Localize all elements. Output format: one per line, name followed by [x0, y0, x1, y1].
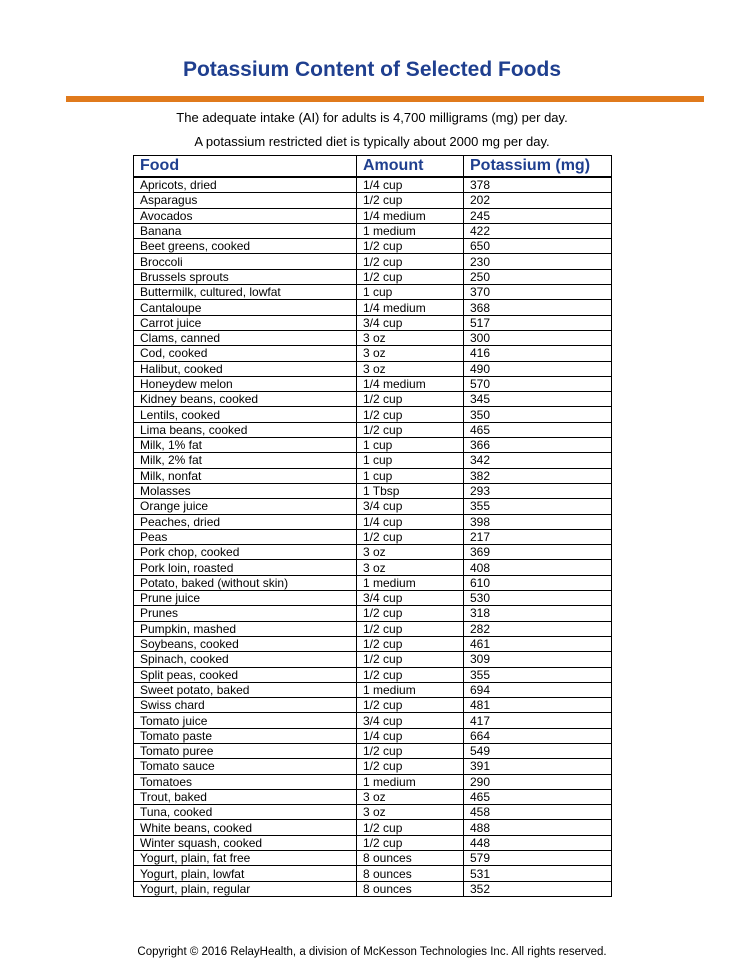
food-cell: Yogurt, plain, regular — [134, 881, 357, 896]
food-cell: Lentils, cooked — [134, 407, 357, 422]
potassium-cell: 290 — [464, 774, 612, 789]
amount-cell: 1/4 medium — [357, 208, 464, 223]
potassium-cell: 465 — [464, 789, 612, 804]
food-cell: Cod, cooked — [134, 346, 357, 361]
table-row — [134, 759, 612, 774]
amount-cell: 3 oz — [357, 346, 464, 361]
table-row — [134, 866, 612, 881]
amount-cell: 3/4 cup — [357, 315, 464, 330]
amount-cell: 1/2 cup — [357, 667, 464, 682]
food-cell: Peaches, dried — [134, 514, 357, 529]
column-header-food: Food — [134, 156, 357, 178]
food-cell: Orange juice — [134, 499, 357, 514]
potassium-cell: 366 — [464, 438, 612, 453]
food-cell: Milk, 2% fat — [134, 453, 357, 468]
potassium-cell: 345 — [464, 392, 612, 407]
amount-cell: 1/2 cup — [357, 743, 464, 758]
food-cell: Tomato puree — [134, 743, 357, 758]
food-cell: White beans, cooked — [134, 820, 357, 835]
food-cell: Buttermilk, cultured, lowfat — [134, 285, 357, 300]
potassium-cell: 461 — [464, 636, 612, 651]
table-row — [134, 422, 612, 437]
table-row — [134, 483, 612, 498]
amount-cell: 1/2 cup — [357, 759, 464, 774]
food-cell: Tuna, cooked — [134, 805, 357, 820]
food-cell: Pork chop, cooked — [134, 545, 357, 560]
table-row — [134, 346, 612, 361]
food-cell: Yogurt, plain, fat free — [134, 851, 357, 866]
amount-cell: 1/2 cup — [357, 636, 464, 651]
amount-cell: 1/2 cup — [357, 269, 464, 284]
potassium-cell: 355 — [464, 499, 612, 514]
amount-cell: 8 ounces — [357, 851, 464, 866]
amount-cell: 3 oz — [357, 560, 464, 575]
amount-cell: 1/2 cup — [357, 820, 464, 835]
food-cell: Swiss chard — [134, 698, 357, 713]
potassium-cell: 664 — [464, 728, 612, 743]
amount-cell: 1/2 cup — [357, 254, 464, 269]
potassium-cell: 370 — [464, 285, 612, 300]
food-cell: Yogurt, plain, lowfat — [134, 866, 357, 881]
amount-cell: 1/2 cup — [357, 529, 464, 544]
table-row — [134, 223, 612, 238]
amount-cell: 1 medium — [357, 774, 464, 789]
food-cell: Tomato sauce — [134, 759, 357, 774]
food-cell: Apricots, dried — [134, 177, 357, 193]
potassium-cell: 309 — [464, 652, 612, 667]
table-row — [134, 254, 612, 269]
potassium-cell: 342 — [464, 453, 612, 468]
table-row — [134, 300, 612, 315]
table-row — [134, 743, 612, 758]
amount-cell: 1/4 cup — [357, 177, 464, 193]
food-cell: Broccoli — [134, 254, 357, 269]
food-cell: Pork loin, roasted — [134, 560, 357, 575]
table-row — [134, 652, 612, 667]
potassium-cell: 217 — [464, 529, 612, 544]
food-cell: Pumpkin, mashed — [134, 621, 357, 636]
potassium-cell: 694 — [464, 682, 612, 697]
potassium-cell: 391 — [464, 759, 612, 774]
potassium-cell: 282 — [464, 621, 612, 636]
amount-cell: 3/4 cup — [357, 591, 464, 606]
amount-cell: 1 cup — [357, 468, 464, 483]
table-row — [134, 269, 612, 284]
food-cell: Split peas, cooked — [134, 667, 357, 682]
table-row — [134, 820, 612, 835]
potassium-cell: 369 — [464, 545, 612, 560]
table-row — [134, 636, 612, 651]
table-row — [134, 514, 612, 529]
food-cell: Tomatoes — [134, 774, 357, 789]
amount-cell: 1/2 cup — [357, 422, 464, 437]
food-cell: Clams, canned — [134, 330, 357, 345]
amount-cell: 1 cup — [357, 438, 464, 453]
amount-cell: 1/2 cup — [357, 652, 464, 667]
food-cell: Banana — [134, 223, 357, 238]
food-cell: Cantaloupe — [134, 300, 357, 315]
amount-cell: 1/2 cup — [357, 606, 464, 621]
table-row — [134, 499, 612, 514]
amount-cell: 1 cup — [357, 285, 464, 300]
table-row — [134, 468, 612, 483]
potassium-cell: 293 — [464, 483, 612, 498]
potassium-cell: 530 — [464, 591, 612, 606]
page-title: Potassium Content of Selected Foods — [182, 58, 562, 81]
potassium-cell: 416 — [464, 346, 612, 361]
potassium-cell: 570 — [464, 376, 612, 391]
table-row — [134, 208, 612, 223]
table-row — [134, 698, 612, 713]
amount-cell: 8 ounces — [357, 866, 464, 881]
table-row — [134, 438, 612, 453]
potassium-cell: 378 — [464, 177, 612, 193]
table-row — [134, 881, 612, 896]
amount-cell: 1/4 cup — [357, 514, 464, 529]
potassium-cell: 549 — [464, 743, 612, 758]
amount-cell: 3/4 cup — [357, 499, 464, 514]
amount-cell: 1/2 cup — [357, 621, 464, 636]
potassium-cell: 352 — [464, 881, 612, 896]
amount-cell: 3 oz — [357, 330, 464, 345]
intro-adequate-intake: The adequate intake (AI) for adults is 4,700 milligrams (mg) per day. — [176, 110, 568, 125]
amount-cell: 1/2 cup — [357, 392, 464, 407]
table-row — [134, 453, 612, 468]
food-cell: Asparagus — [134, 193, 357, 208]
potassium-cell: 417 — [464, 713, 612, 728]
food-cell: Tomato juice — [134, 713, 357, 728]
table-row — [134, 805, 612, 820]
food-cell: Halibut, cooked — [134, 361, 357, 376]
food-cell: Molasses — [134, 483, 357, 498]
amount-cell: 3 oz — [357, 361, 464, 376]
table-row — [134, 728, 612, 743]
potassium-cell: 481 — [464, 698, 612, 713]
table-row — [134, 361, 612, 376]
table-row — [134, 177, 612, 193]
amount-cell: 1 medium — [357, 223, 464, 238]
amount-cell: 1/4 cup — [357, 728, 464, 743]
amount-cell: 1 medium — [357, 682, 464, 697]
potassium-cell: 300 — [464, 330, 612, 345]
table-row — [134, 239, 612, 254]
potassium-cell: 318 — [464, 606, 612, 621]
table-row — [134, 285, 612, 300]
potassium-cell: 490 — [464, 361, 612, 376]
table-header-row — [134, 156, 612, 178]
amount-cell: 3 oz — [357, 545, 464, 560]
food-cell: Milk, 1% fat — [134, 438, 357, 453]
column-header-potassium: Potassium (mg) — [464, 156, 612, 178]
potassium-cell: 202 — [464, 193, 612, 208]
amount-cell: 1/4 medium — [357, 300, 464, 315]
potassium-cell: 398 — [464, 514, 612, 529]
table-row — [134, 545, 612, 560]
amount-cell: 1/2 cup — [357, 698, 464, 713]
title-divider — [66, 96, 704, 102]
table-row — [134, 667, 612, 682]
table-row — [134, 575, 612, 590]
food-cell: Spinach, cooked — [134, 652, 357, 667]
table-row — [134, 591, 612, 606]
amount-cell: 3 oz — [357, 789, 464, 804]
amount-cell: 1/2 cup — [357, 239, 464, 254]
food-cell: Lima beans, cooked — [134, 422, 357, 437]
potassium-cell: 230 — [464, 254, 612, 269]
table-row — [134, 407, 612, 422]
table-row — [134, 713, 612, 728]
potassium-cell: 458 — [464, 805, 612, 820]
food-cell: Kidney beans, cooked — [134, 392, 357, 407]
potassium-cell: 245 — [464, 208, 612, 223]
food-cell: Avocados — [134, 208, 357, 223]
potassium-cell: 531 — [464, 866, 612, 881]
amount-cell: 1/2 cup — [357, 193, 464, 208]
table-row — [134, 682, 612, 697]
food-cell: Winter squash, cooked — [134, 835, 357, 850]
amount-cell: 8 ounces — [357, 881, 464, 896]
food-cell: Milk, nonfat — [134, 468, 357, 483]
amount-cell: 1 cup — [357, 453, 464, 468]
table-row — [134, 315, 612, 330]
food-cell: Soybeans, cooked — [134, 636, 357, 651]
potassium-cell: 422 — [464, 223, 612, 238]
potassium-cell: 465 — [464, 422, 612, 437]
amount-cell: 1/4 medium — [357, 376, 464, 391]
food-cell: Prunes — [134, 606, 357, 621]
potassium-cell: 579 — [464, 851, 612, 866]
table-row — [134, 774, 612, 789]
amount-cell: 3/4 cup — [357, 713, 464, 728]
potassium-cell: 517 — [464, 315, 612, 330]
potassium-cell: 355 — [464, 667, 612, 682]
potassium-cell: 350 — [464, 407, 612, 422]
intro-restricted-diet: A potassium restricted diet is typically about 2000 mg per day. — [194, 134, 550, 149]
amount-cell: 1/2 cup — [357, 407, 464, 422]
potassium-cell: 610 — [464, 575, 612, 590]
amount-cell: 1 medium — [357, 575, 464, 590]
table-row — [134, 193, 612, 208]
food-cell: Carrot juice — [134, 315, 357, 330]
food-cell: Honeydew melon — [134, 376, 357, 391]
table-row — [134, 392, 612, 407]
potassium-cell: 368 — [464, 300, 612, 315]
food-cell: Prune juice — [134, 591, 357, 606]
table-row — [134, 606, 612, 621]
potassium-cell: 250 — [464, 269, 612, 284]
food-cell: Peas — [134, 529, 357, 544]
table-row — [134, 330, 612, 345]
food-cell: Beet greens, cooked — [134, 239, 357, 254]
potassium-cell: 408 — [464, 560, 612, 575]
table-row — [134, 851, 612, 866]
table-row — [134, 789, 612, 804]
food-cell: Potato, baked (without skin) — [134, 575, 357, 590]
food-cell: Sweet potato, baked — [134, 682, 357, 697]
potassium-table — [133, 155, 612, 897]
table-row — [134, 621, 612, 636]
food-cell: Brussels sprouts — [134, 269, 357, 284]
food-cell: Trout, baked — [134, 789, 357, 804]
table-row — [134, 376, 612, 391]
amount-cell: 1/2 cup — [357, 835, 464, 850]
potassium-cell: 448 — [464, 835, 612, 850]
potassium-cell: 650 — [464, 239, 612, 254]
food-cell: Tomato paste — [134, 728, 357, 743]
table-row — [134, 529, 612, 544]
amount-cell: 1 Tbsp — [357, 483, 464, 498]
column-header-amount: Amount — [357, 156, 464, 178]
potassium-cell: 488 — [464, 820, 612, 835]
potassium-cell: 382 — [464, 468, 612, 483]
copyright-notice: Copyright © 2016 RelayHealth, a division of McKesson Technologies Inc. All rights reserved. — [137, 946, 607, 958]
table-row — [134, 560, 612, 575]
amount-cell: 3 oz — [357, 805, 464, 820]
table-body — [134, 177, 612, 896]
table-row — [134, 835, 612, 850]
